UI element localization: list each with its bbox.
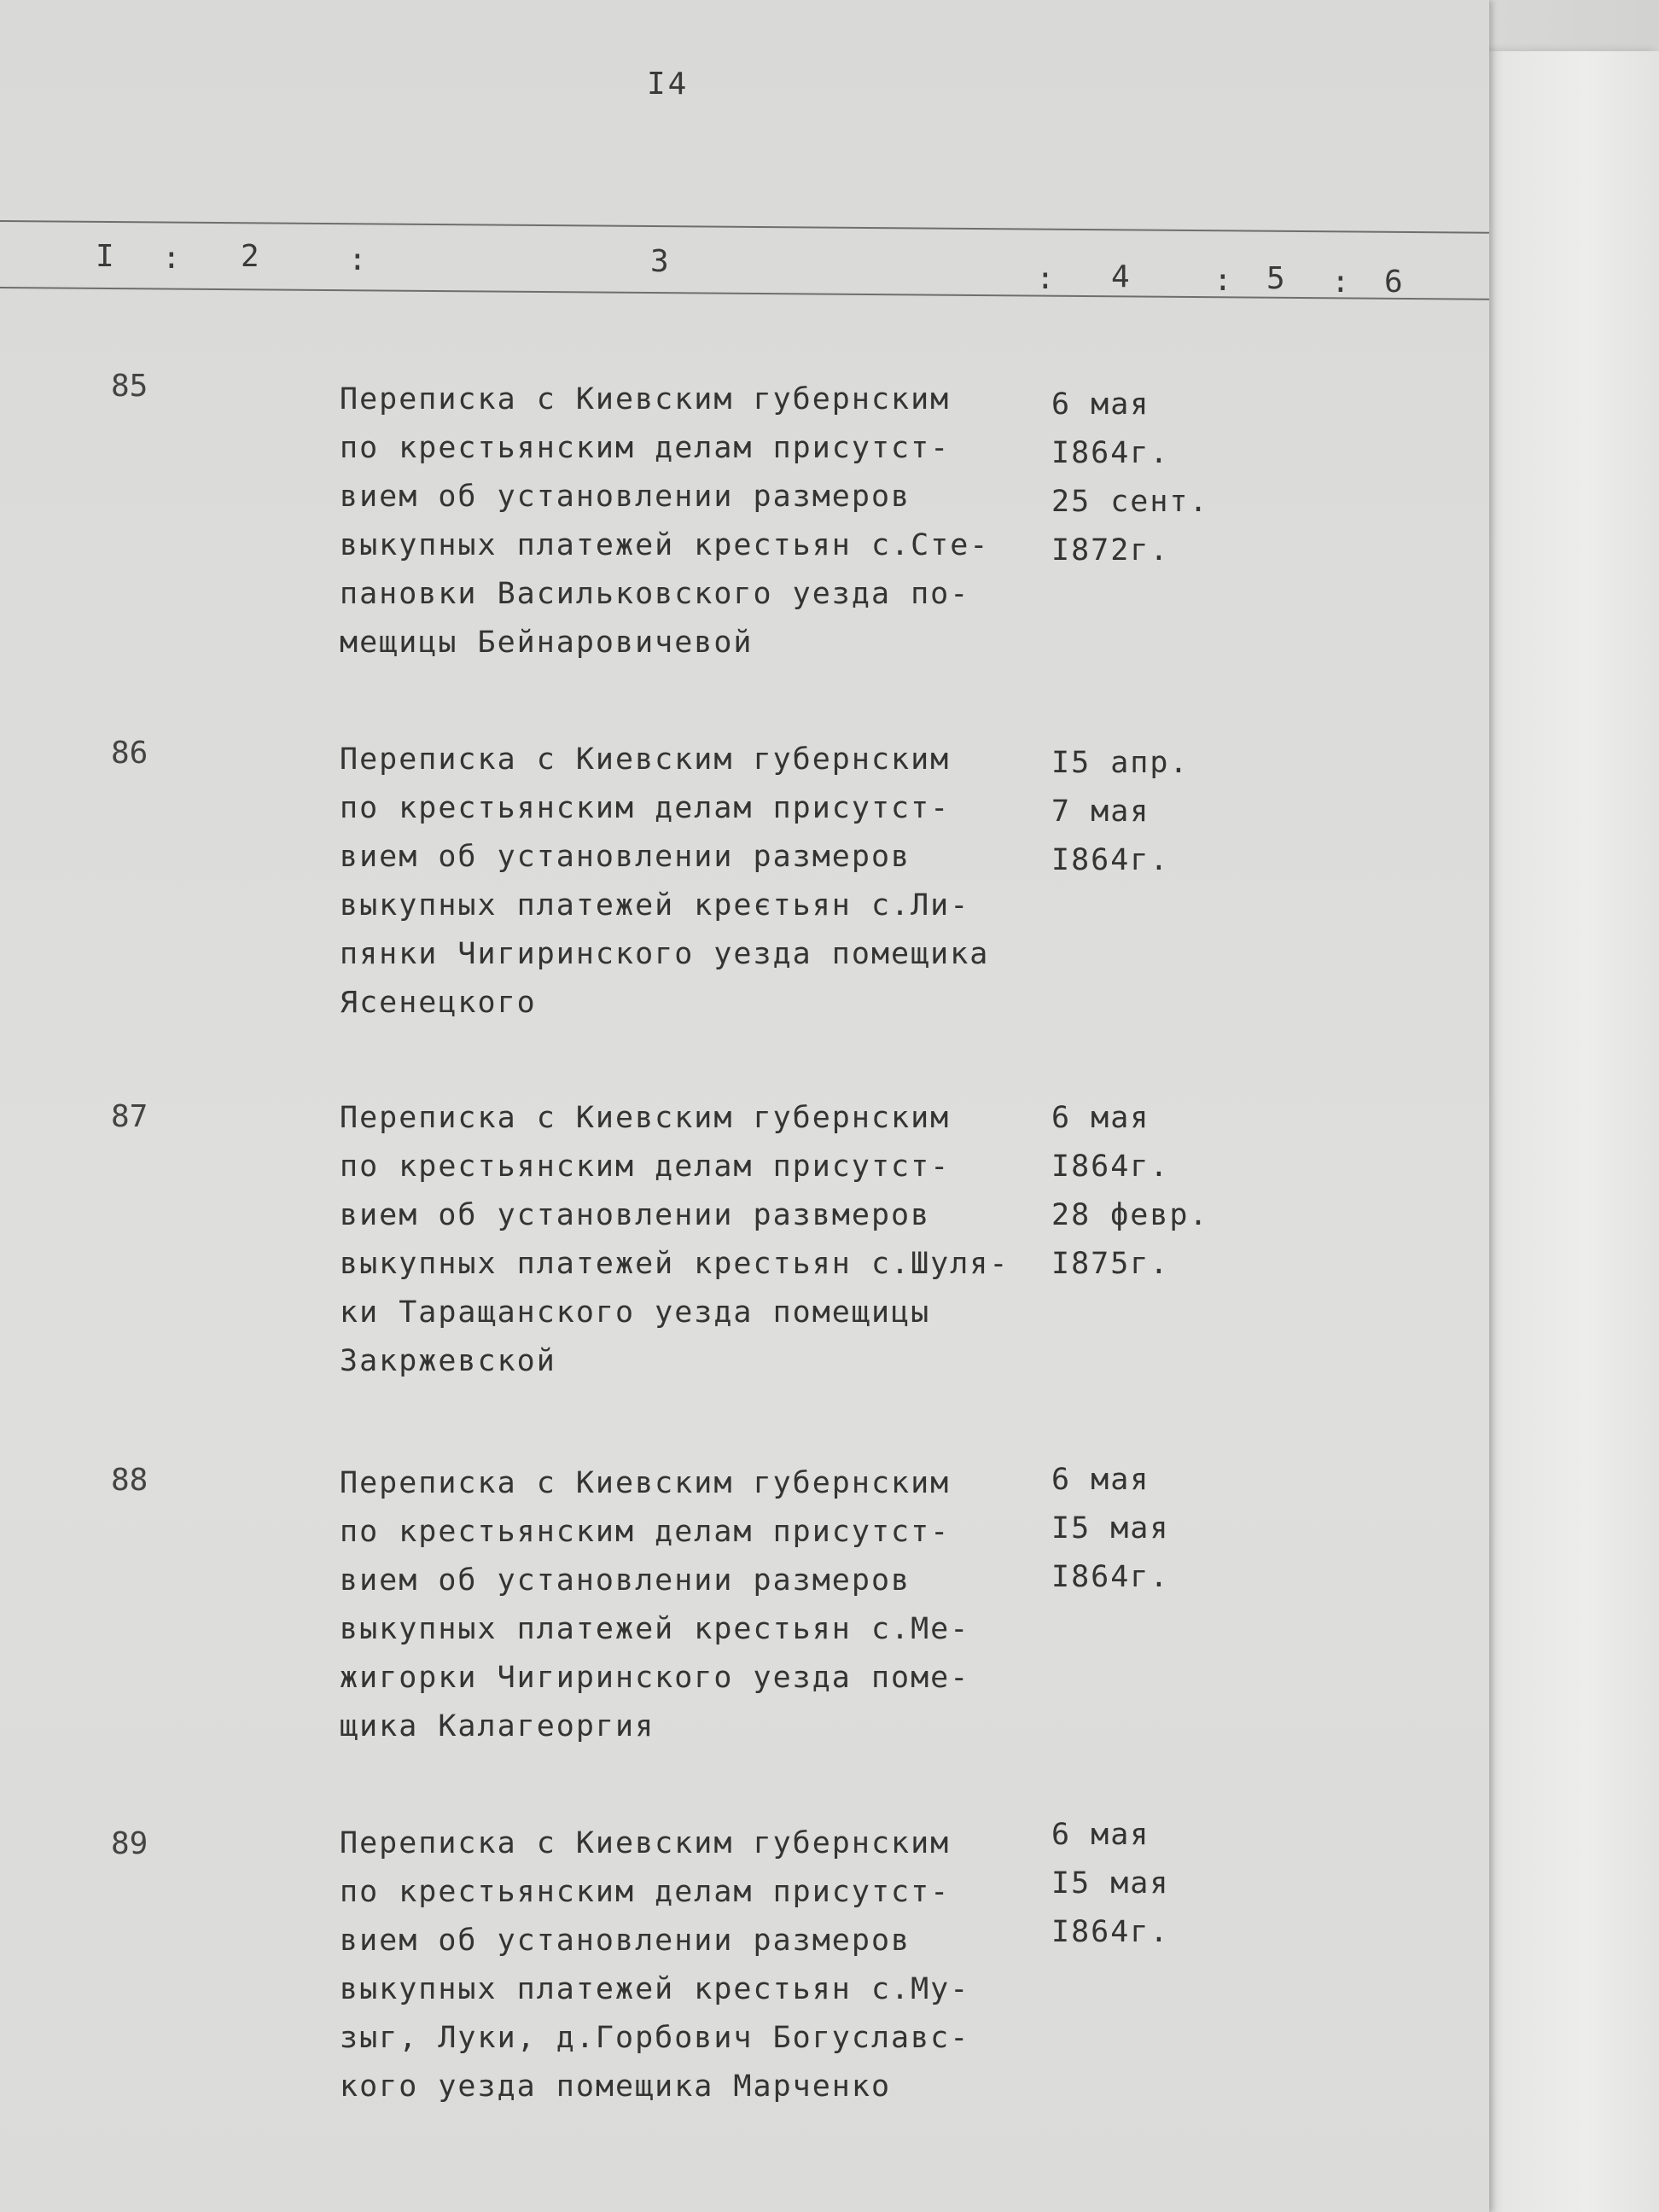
entry-dates bbox=[1051, 1094, 1209, 1289]
description-line: выкупных платежей крестьян с.Шуля- bbox=[340, 1247, 1010, 1281]
header-rule-top bbox=[0, 220, 1489, 234]
date-line: I864г. bbox=[1051, 1560, 1170, 1594]
description-line: по крестьянским делам присутст- bbox=[340, 431, 951, 465]
page-number: I4 bbox=[647, 67, 690, 102]
date-line: 6 мая bbox=[1051, 1818, 1150, 1852]
entry-dates bbox=[1051, 739, 1190, 885]
column-separator: : bbox=[1036, 261, 1055, 296]
description-line: жигорки Чигиринского уезда поме- bbox=[340, 1661, 970, 1695]
entry-number: 85 bbox=[111, 369, 148, 404]
date-line: I864г. bbox=[1051, 436, 1170, 470]
description-line: щика Калагеоргия bbox=[340, 1709, 655, 1743]
description-line: выкупных платежей крестьян с.Ме- bbox=[340, 1612, 970, 1646]
date-line: 25 сент. bbox=[1051, 485, 1209, 519]
column-header-2: 2 bbox=[241, 239, 259, 274]
date-line: I5 апр. bbox=[1051, 746, 1190, 780]
entry-number: 86 bbox=[111, 736, 148, 771]
description-line: по крестьянским делам присутст- bbox=[340, 791, 951, 825]
date-line: I864г. bbox=[1051, 1150, 1170, 1184]
date-line: 6 мая bbox=[1051, 1101, 1150, 1135]
description-line: выкупных платежей крестьян с.Сте- bbox=[340, 528, 990, 562]
description-line: Ясенецкого bbox=[340, 986, 537, 1020]
entry-dates bbox=[1051, 381, 1209, 575]
entry-description bbox=[340, 375, 1039, 667]
description-line: Переписка с Киевским губернским bbox=[340, 1101, 951, 1135]
entry-description bbox=[340, 1094, 1039, 1386]
description-line: по крестьянским делам присутст- bbox=[340, 1875, 951, 1909]
description-line: вием об установлении размеров bbox=[340, 480, 911, 514]
column-header-1: I bbox=[96, 239, 114, 274]
description-line: по крестьянским делам присутст- bbox=[340, 1515, 951, 1549]
description-line: зыг, Луки, д.Горбович Богуславс- bbox=[340, 2021, 970, 2055]
entry-number: 88 bbox=[111, 1463, 148, 1498]
description-line: мещицы Бейнаровичевой bbox=[340, 626, 754, 660]
date-line: I5 мая bbox=[1051, 1511, 1170, 1545]
date-line: I864г. bbox=[1051, 843, 1170, 877]
date-line: 6 мая bbox=[1051, 1463, 1150, 1497]
date-line: 28 февр. bbox=[1051, 1198, 1209, 1232]
description-line: пянки Чигиринского уезда помещика bbox=[340, 937, 990, 971]
description-line: ки Таращанского уезда помещицы bbox=[340, 1295, 931, 1330]
description-line: по крестьянским делам присутст- bbox=[340, 1150, 951, 1184]
description-line: вием об установлении размеров bbox=[340, 840, 911, 874]
entry-dates bbox=[1051, 1811, 1169, 1957]
column-header-4: 4 bbox=[1111, 259, 1130, 294]
column-header-6: 6 bbox=[1384, 265, 1403, 300]
description-line: вием об установлении размеров bbox=[340, 1924, 911, 1958]
description-line: Переписка с Киевским губернским bbox=[340, 1826, 951, 1860]
date-line: I864г. bbox=[1051, 1915, 1170, 1949]
date-line: I5 мая bbox=[1051, 1866, 1170, 1901]
description-line: Переписка с Киевским губернским bbox=[340, 382, 951, 416]
description-line: выкупных платежей креєтьян с.Ли- bbox=[340, 888, 970, 923]
column-separator: : bbox=[1331, 265, 1350, 300]
date-line: 6 мая bbox=[1051, 387, 1150, 422]
column-separator: : bbox=[162, 241, 181, 276]
description-line: кого уезда помещика Марченко bbox=[340, 2069, 892, 2104]
description-line: Закржевской bbox=[340, 1344, 556, 1378]
description-line: Переписка с Киевским губернским bbox=[340, 742, 951, 777]
description-line: выкупных платежей крестьян с.Му- bbox=[340, 1972, 970, 2006]
date-line: I872г. bbox=[1051, 533, 1170, 568]
underlying-sheet bbox=[1476, 51, 1659, 2212]
entry-dates bbox=[1051, 1456, 1169, 1602]
column-header-3: 3 bbox=[650, 244, 669, 279]
entry-number: 89 bbox=[111, 1826, 148, 1861]
entry-number: 87 bbox=[111, 1099, 148, 1134]
entry-description bbox=[340, 736, 1039, 1027]
date-line: I875г. bbox=[1051, 1247, 1170, 1281]
column-header-5: 5 bbox=[1266, 261, 1285, 296]
date-line: 7 мая bbox=[1051, 795, 1150, 829]
column-separator: : bbox=[348, 242, 367, 277]
description-line: вием об установлении размеров bbox=[340, 1563, 911, 1598]
description-line: пановки Васильковского уезда по- bbox=[340, 577, 970, 611]
entry-description bbox=[340, 1459, 1039, 1751]
description-line: вием об установлении развмеров bbox=[340, 1198, 931, 1232]
entry-description bbox=[340, 1819, 1039, 2111]
description-line: Переписка с Киевским губернским bbox=[340, 1466, 951, 1500]
column-separator: : bbox=[1214, 263, 1232, 298]
